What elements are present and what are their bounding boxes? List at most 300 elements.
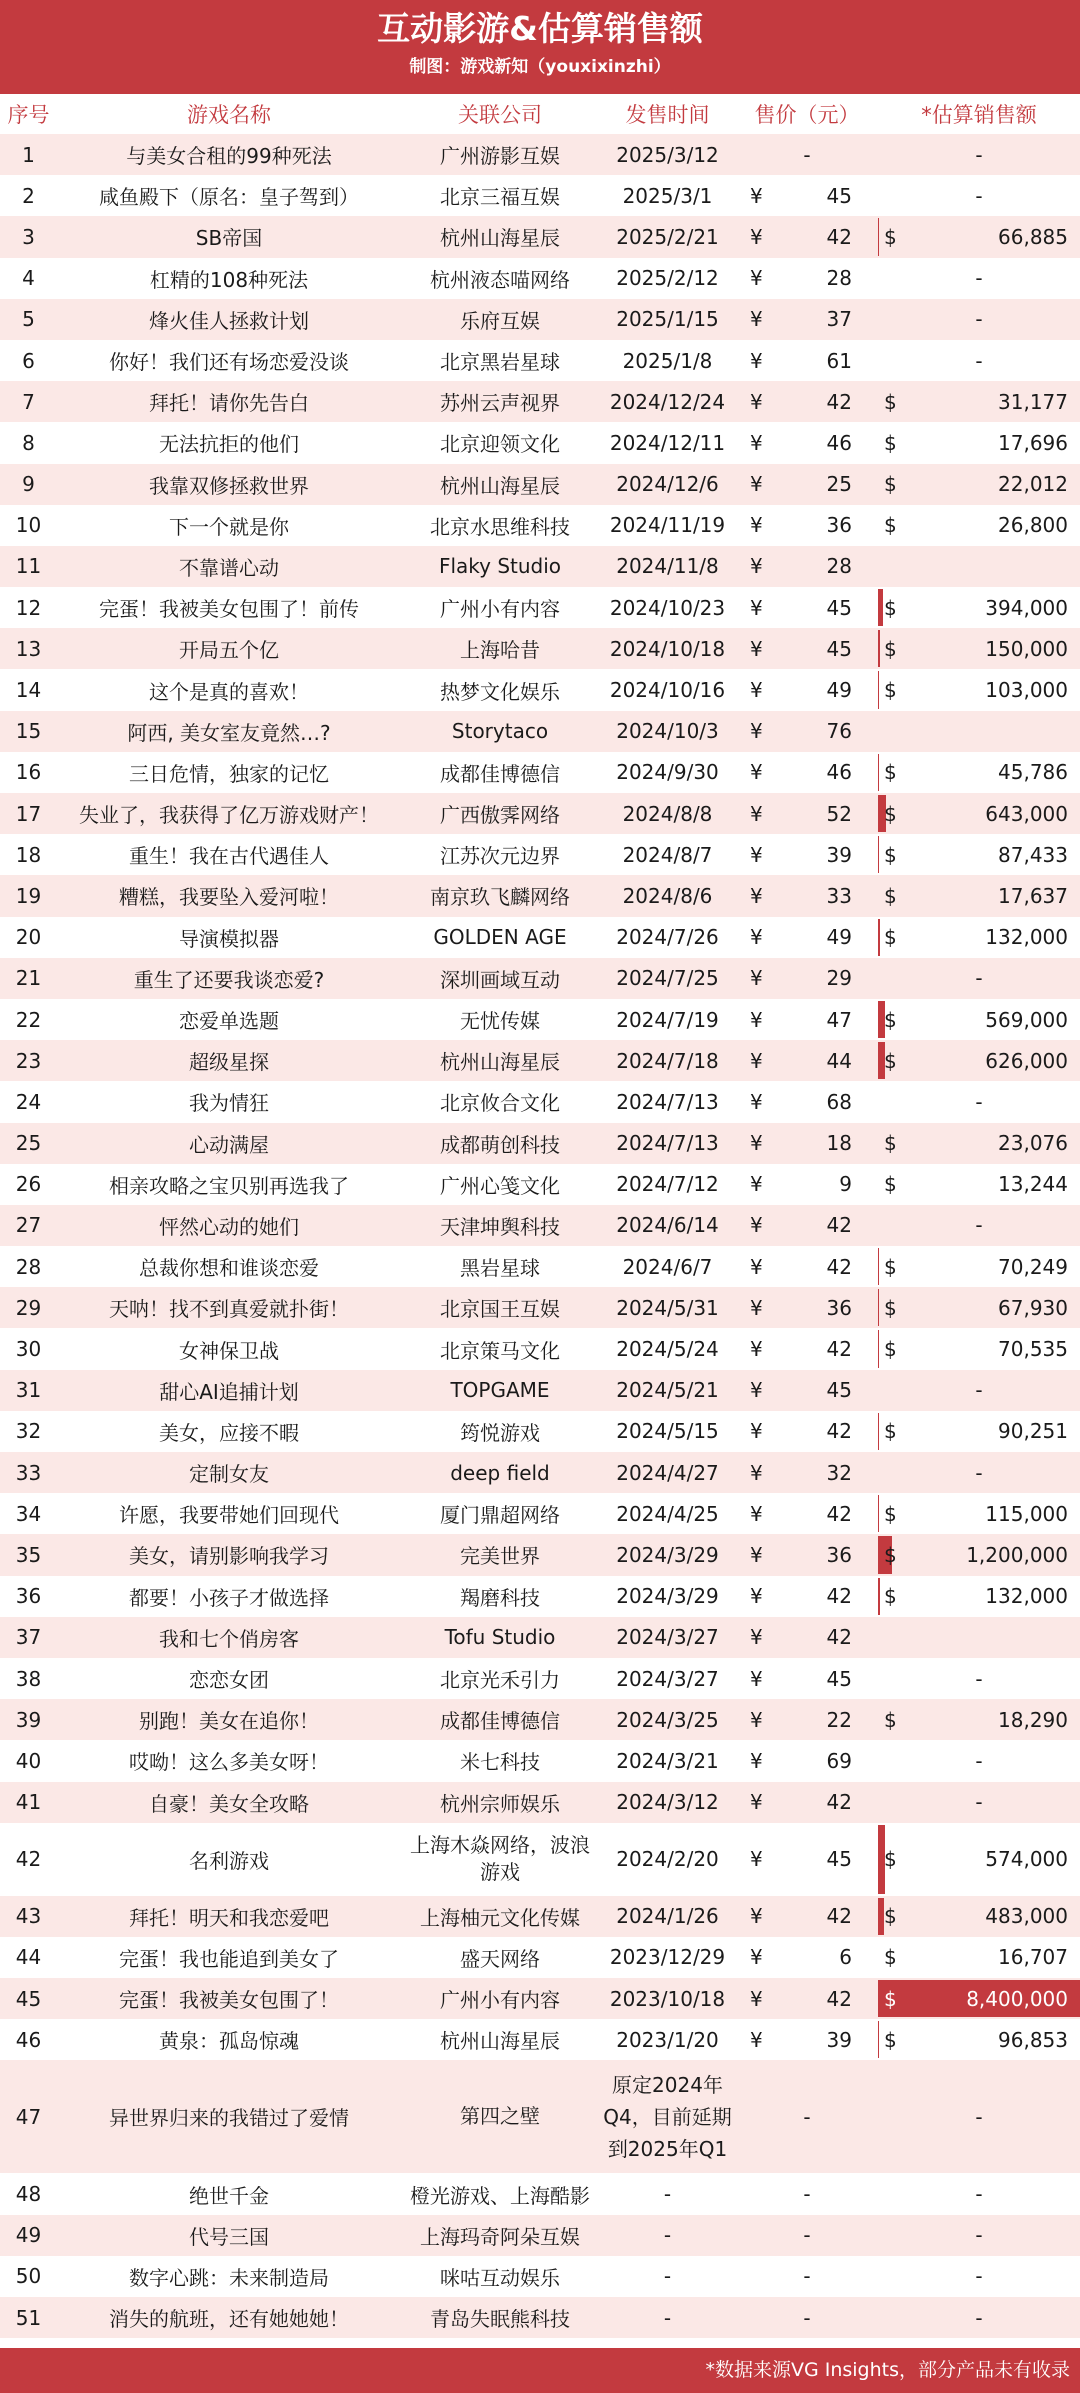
game-name: 美女，请别影响我学习 <box>57 1534 401 1575</box>
price-value: 18 <box>785 1123 878 1164</box>
price-value: 33 <box>785 875 878 916</box>
price-value: 45 <box>785 587 878 628</box>
price-currency: ¥ <box>736 1740 785 1781</box>
price-value: 42 <box>785 1246 878 1287</box>
table-row <box>0 1287 1080 1328</box>
game-name: 完蛋！我被美女包围了！ <box>57 1978 401 2019</box>
price-value: 42 <box>785 1576 878 1617</box>
price-value: 69 <box>785 1740 878 1781</box>
sales-value: 18,290 <box>998 1707 1068 1732</box>
game-name: 甜心AI追捕计划 <box>57 1370 401 1411</box>
game-name: 拜托！请你先告白 <box>57 381 401 422</box>
price-currency: ¥ <box>736 258 785 299</box>
company-name: 广州小有内容 <box>401 1978 599 2019</box>
release-date: 2024/12/24 <box>599 381 736 422</box>
release-date: 2024/10/23 <box>599 587 736 628</box>
price-value: 42 <box>785 381 878 422</box>
row-number: 23 <box>0 1040 57 1081</box>
game-name: 名利游戏 <box>57 1823 401 1896</box>
sales-value: 31,177 <box>998 389 1068 414</box>
row-number: 18 <box>0 834 57 875</box>
table-row <box>0 216 1080 257</box>
table-row <box>0 2060 1080 2173</box>
estimated-sales-cell <box>878 381 1080 422</box>
game-name: 都要！小孩子才做选择 <box>57 1576 401 1617</box>
sales-value: 26,800 <box>998 513 1068 538</box>
estimated-sales-cell <box>878 2019 1080 2060</box>
price-value: 29 <box>785 958 878 999</box>
row-number: 21 <box>0 958 57 999</box>
sales-value: - <box>975 2264 983 2289</box>
sales-dollar-sign: $ <box>884 1295 897 1320</box>
sales-value: 87,433 <box>998 842 1068 867</box>
company-name: Tofu Studio <box>401 1617 599 1658</box>
table-row <box>0 1370 1080 1411</box>
sales-bar <box>878 630 880 667</box>
sales-value: - <box>975 142 983 167</box>
company-name: 杭州山海星辰 <box>401 216 599 257</box>
company-name: 杭州宗师娱乐 <box>401 1782 599 1823</box>
release-date: 2024/7/13 <box>599 1123 736 1164</box>
company-name: 成都佳博德信 <box>401 1699 599 1740</box>
table-row <box>0 1493 1080 1534</box>
release-date: 2024/4/27 <box>599 1452 736 1493</box>
company-name: 第四之壁 <box>401 2060 599 2173</box>
price-value: 32 <box>785 1452 878 1493</box>
sales-dollar-sign: $ <box>884 1945 897 1970</box>
company-name: deep field <box>401 1452 599 1493</box>
estimated-sales-cell <box>878 2256 1080 2297</box>
price-currency: ¥ <box>736 1823 785 1896</box>
price-value: 42 <box>785 1896 878 1937</box>
row-number: 48 <box>0 2173 57 2214</box>
row-number: 12 <box>0 587 57 628</box>
game-name: 不靠谱心动 <box>57 546 401 587</box>
estimated-sales-cell <box>878 587 1080 628</box>
estimated-sales-cell <box>878 1658 1080 1699</box>
price-value: 6 <box>785 1937 878 1978</box>
game-name: 心动满屋 <box>57 1123 401 1164</box>
estimated-sales-cell <box>878 546 1080 587</box>
table-row <box>0 381 1080 422</box>
estimated-sales-cell <box>878 1978 1080 2019</box>
release-date: 2024/5/21 <box>599 1370 736 1411</box>
sales-dollar-sign: $ <box>884 1584 897 1609</box>
sales-value: 90,251 <box>998 1419 1068 1444</box>
company-name: 羯磨科技 <box>401 1576 599 1617</box>
company-name: 无忧传媒 <box>401 999 599 1040</box>
company-name: 天津坤舆科技 <box>401 1205 599 1246</box>
price-value: 22 <box>785 1699 878 1740</box>
release-date: 2024/5/15 <box>599 1411 736 1452</box>
estimated-sales-cell <box>878 1287 1080 1328</box>
row-number: 37 <box>0 1617 57 1658</box>
sales-bar <box>878 1330 879 1367</box>
table-row <box>0 546 1080 587</box>
price-value: 36 <box>785 505 878 546</box>
company-name: 杭州液态喵网络 <box>401 258 599 299</box>
price-currency: ¥ <box>736 958 785 999</box>
col-header-sales: *估算销售额 <box>878 94 1080 134</box>
release-date: 2024/8/6 <box>599 875 736 916</box>
sales-value: 16,707 <box>998 1945 1068 1970</box>
table-row <box>0 999 1080 1040</box>
price-currency: ¥ <box>736 505 785 546</box>
release-date: 2024/3/29 <box>599 1534 736 1575</box>
table-row <box>0 2019 1080 2060</box>
row-number: 8 <box>0 422 57 463</box>
sales-bar <box>878 754 879 791</box>
game-name: 代号三国 <box>57 2215 401 2256</box>
estimated-sales-cell <box>878 917 1080 958</box>
price-value: 45 <box>785 175 878 216</box>
sales-value: 22,012 <box>998 472 1068 497</box>
price-value: 42 <box>785 1205 878 1246</box>
game-name: 三日危情，独家的记忆 <box>57 752 401 793</box>
estimated-sales-cell <box>878 875 1080 916</box>
release-date: 2024/10/3 <box>599 711 736 752</box>
table-row <box>0 1246 1080 1287</box>
row-number: 40 <box>0 1740 57 1781</box>
sales-value: 150,000 <box>985 636 1068 661</box>
game-name: 这个是真的喜欢！ <box>57 669 401 710</box>
release-date: 2024/11/19 <box>599 505 736 546</box>
estimated-sales-cell <box>878 1823 1080 1896</box>
row-number: 34 <box>0 1493 57 1534</box>
release-date: 2024/12/11 <box>599 422 736 463</box>
estimated-sales-cell <box>878 1411 1080 1452</box>
company-name: 广西傲霁网络 <box>401 793 599 834</box>
estimated-sales-cell <box>878 793 1080 834</box>
price-value: 42 <box>785 216 878 257</box>
sales-dollar-sign: $ <box>884 1847 897 1872</box>
sales-value: - <box>975 1460 983 1485</box>
company-name: 广州心笺文化 <box>401 1164 599 1205</box>
sales-value <box>878 711 1080 752</box>
estimated-sales-cell <box>878 669 1080 710</box>
game-name: 失业了，我获得了亿万游戏财产！ <box>57 793 401 834</box>
sales-dollar-sign: $ <box>884 1501 897 1526</box>
game-name: 我为情狂 <box>57 1081 401 1122</box>
sales-value: 643,000 <box>985 801 1068 826</box>
estimated-sales-cell <box>878 175 1080 216</box>
sales-value: 45,786 <box>998 760 1068 785</box>
estimated-sales-cell <box>878 2173 1080 2214</box>
price-currency: ¥ <box>736 1937 785 1978</box>
col-header-date: 发售时间 <box>599 94 736 134</box>
table-row <box>0 1740 1080 1781</box>
company-name: 北京国王互娱 <box>401 1287 599 1328</box>
price-currency: ¥ <box>736 1040 785 1081</box>
price-currency: ¥ <box>736 1658 785 1699</box>
game-name: 黄泉：孤岛惊魂 <box>57 2019 401 2060</box>
sales-value: - <box>975 2182 983 2207</box>
release-date: 2025/1/8 <box>599 340 736 381</box>
table-row <box>0 711 1080 752</box>
estimated-sales-cell <box>878 1699 1080 1740</box>
sales-dollar-sign: $ <box>884 224 897 249</box>
game-name: 下一个就是你 <box>57 505 401 546</box>
sales-value: 103,000 <box>985 678 1068 703</box>
price-value: 42 <box>785 1617 878 1658</box>
game-name: 我和七个俏房客 <box>57 1617 401 1658</box>
col-header-no: 序号 <box>0 94 57 134</box>
game-name: 消失的航班，还有她她她！ <box>57 2297 401 2338</box>
company-name: 上海柚元文化传媒 <box>401 1896 599 1937</box>
price-currency: ¥ <box>736 1205 785 1246</box>
table-row <box>0 834 1080 875</box>
game-name: 数字心跳：未来制造局 <box>57 2256 401 2297</box>
row-number: 5 <box>0 299 57 340</box>
sales-value: 23,076 <box>998 1131 1068 1156</box>
row-number: 22 <box>0 999 57 1040</box>
sales-value: - <box>975 266 983 291</box>
price-value: 28 <box>785 546 878 587</box>
footer-note: *数据来源VG Insights，部分产品未有收录 <box>0 2348 1080 2393</box>
price-value: 36 <box>785 1287 878 1328</box>
company-name: 北京策马文化 <box>401 1328 599 1369</box>
release-date: - <box>599 2256 736 2297</box>
game-name: 女神保卫战 <box>57 1328 401 1369</box>
release-date: 2024/3/27 <box>599 1658 736 1699</box>
table-row <box>0 1978 1080 2019</box>
table-row <box>0 958 1080 999</box>
sales-value: 132,000 <box>985 925 1068 950</box>
estimated-sales-cell <box>878 1576 1080 1617</box>
price-currency: ¥ <box>736 1534 785 1575</box>
estimated-sales-cell <box>878 216 1080 257</box>
release-date: - <box>599 2297 736 2338</box>
estimated-sales-cell <box>878 1740 1080 1781</box>
table-row <box>0 628 1080 669</box>
price-value: 49 <box>785 917 878 958</box>
table-row <box>0 2297 1080 2338</box>
release-date: 2023/1/20 <box>599 2019 736 2060</box>
estimated-sales-cell <box>878 1452 1080 1493</box>
row-number: 13 <box>0 628 57 669</box>
table-row <box>0 793 1080 834</box>
sales-value: - <box>975 1213 983 1238</box>
release-date: 2024/3/27 <box>599 1617 736 1658</box>
row-number: 24 <box>0 1081 57 1122</box>
estimated-sales-cell <box>878 1081 1080 1122</box>
estimated-sales-cell <box>878 752 1080 793</box>
company-name: TOPGAME <box>401 1370 599 1411</box>
game-name: 美女，应接不暇 <box>57 1411 401 1452</box>
table-row <box>0 505 1080 546</box>
sales-dollar-sign: $ <box>884 1172 897 1197</box>
table-row <box>0 299 1080 340</box>
game-name: 拜托！明天和我恋爱吧 <box>57 1896 401 1937</box>
row-number: 1 <box>0 134 57 175</box>
sales-value: 574,000 <box>985 1847 1068 1872</box>
price-currency: ¥ <box>736 999 785 1040</box>
game-name: 与美女合租的99种死法 <box>57 134 401 175</box>
estimated-sales-cell <box>878 1370 1080 1411</box>
company-name: 上海哈昔 <box>401 628 599 669</box>
row-number: 30 <box>0 1328 57 1369</box>
price-currency: ¥ <box>736 669 785 710</box>
price-value: 25 <box>785 464 878 505</box>
row-number: 51 <box>0 2297 57 2338</box>
game-name: 自豪！美女全攻略 <box>57 1782 401 1823</box>
company-name: Flaky Studio <box>401 546 599 587</box>
row-number: 4 <box>0 258 57 299</box>
release-date: 2025/3/12 <box>599 134 736 175</box>
sales-dollar-sign: $ <box>884 430 897 455</box>
price-value: 45 <box>785 1658 878 1699</box>
estimated-sales-cell <box>878 1123 1080 1164</box>
company-name: 热梦文化娱乐 <box>401 669 599 710</box>
table-row <box>0 422 1080 463</box>
estimated-sales-cell <box>878 505 1080 546</box>
price-value: 44 <box>785 1040 878 1081</box>
sales-value: - <box>975 1790 983 1815</box>
table-header-row <box>0 94 1080 134</box>
company-name: 杭州山海星辰 <box>401 464 599 505</box>
table-row <box>0 134 1080 175</box>
row-number: 44 <box>0 1937 57 1978</box>
company-name: 黑岩星球 <box>401 1246 599 1287</box>
company-name: 咪咕互动娱乐 <box>401 2256 599 2297</box>
sales-value: - <box>975 1378 983 1403</box>
table-row <box>0 1452 1080 1493</box>
price-value: 36 <box>785 1534 878 1575</box>
table-row <box>0 1205 1080 1246</box>
table-row <box>0 1081 1080 1122</box>
sales-value: 96,853 <box>998 2027 1068 2052</box>
game-name: 许愿，我要带她们回现代 <box>57 1493 401 1534</box>
release-date: 2024/3/12 <box>599 1782 736 1823</box>
company-name: 青岛失眠熊科技 <box>401 2297 599 2338</box>
price-currency: ¥ <box>736 1576 785 1617</box>
sales-dollar-sign: $ <box>884 1254 897 1279</box>
price-currency: ¥ <box>736 587 785 628</box>
release-date: - <box>599 2173 736 2214</box>
sales-dollar-sign: $ <box>884 1007 897 1032</box>
row-number: 19 <box>0 875 57 916</box>
sales-value: - <box>975 1748 983 1773</box>
company-name: 南京玖飞麟网络 <box>401 875 599 916</box>
company-name: 江苏次元边界 <box>401 834 599 875</box>
table-row <box>0 1040 1080 1081</box>
price-currency: ¥ <box>736 2019 785 2060</box>
game-name: 定制女友 <box>57 1452 401 1493</box>
sales-value: - <box>975 2305 983 2330</box>
company-name: 北京三福互娱 <box>401 175 599 216</box>
sales-dollar-sign: $ <box>884 1131 897 1156</box>
sales-value: 1,200,000 <box>966 1542 1068 1567</box>
price-currency: ¥ <box>736 1411 785 1452</box>
estimated-sales-cell <box>878 258 1080 299</box>
sales-value: 70,535 <box>998 1337 1068 1362</box>
game-name: 绝世千金 <box>57 2173 401 2214</box>
sales-dollar-sign: $ <box>884 595 897 620</box>
company-name: 乐府互娱 <box>401 299 599 340</box>
release-date: 2024/7/19 <box>599 999 736 1040</box>
game-name: 导演模拟器 <box>57 917 401 958</box>
row-number: 43 <box>0 1896 57 1937</box>
price-value: 45 <box>785 628 878 669</box>
release-date: 2024/4/25 <box>599 1493 736 1534</box>
row-number: 36 <box>0 1576 57 1617</box>
sales-dollar-sign: $ <box>884 1048 897 1073</box>
price-value: 42 <box>785 1978 878 2019</box>
page-subtitle: 制图：游戏新知（youxixinzhi） <box>409 57 671 77</box>
row-number: 29 <box>0 1287 57 1328</box>
release-date: 2025/3/1 <box>599 175 736 216</box>
company-name: 杭州山海星辰 <box>401 2019 599 2060</box>
release-date: 2024/1/26 <box>599 1896 736 1937</box>
price-value: 42 <box>785 1328 878 1369</box>
col-header-company: 关联公司 <box>401 94 599 134</box>
estimated-sales-cell <box>878 299 1080 340</box>
price-currency: ¥ <box>736 793 785 834</box>
row-number: 28 <box>0 1246 57 1287</box>
company-name: 成都萌创科技 <box>401 1123 599 1164</box>
release-date: 2024/7/18 <box>599 1040 736 1081</box>
company-name: Storytaco <box>401 711 599 752</box>
release-date: 2025/2/21 <box>599 216 736 257</box>
release-date: 2024/7/12 <box>599 1164 736 1205</box>
release-date: 2024/5/31 <box>599 1287 736 1328</box>
row-number: 27 <box>0 1205 57 1246</box>
col-header-name: 游戏名称 <box>57 94 401 134</box>
sales-dollar-sign: $ <box>884 801 897 826</box>
table-row <box>0 2256 1080 2297</box>
sales-dollar-sign: $ <box>884 925 897 950</box>
row-number: 50 <box>0 2256 57 2297</box>
game-name: 重生！我在古代遇佳人 <box>57 834 401 875</box>
sales-value: 626,000 <box>985 1048 1068 1073</box>
page-title: 互动影游&估算销售额 <box>377 9 703 48</box>
company-name: 完美世界 <box>401 1534 599 1575</box>
price-currency: ¥ <box>736 628 785 669</box>
row-number: 38 <box>0 1658 57 1699</box>
price-value: 68 <box>785 1081 878 1122</box>
table-row <box>0 175 1080 216</box>
price-currency: ¥ <box>736 546 785 587</box>
sales-dollar-sign: $ <box>884 1419 897 1444</box>
price-value: - <box>736 2215 878 2256</box>
price-currency: ¥ <box>736 1081 785 1122</box>
row-number: 39 <box>0 1699 57 1740</box>
sales-value: - <box>975 1666 983 1691</box>
release-date: 2025/1/15 <box>599 299 736 340</box>
game-name: 重生了还要我谈恋爱? <box>57 958 401 999</box>
estimated-sales-cell <box>878 1782 1080 1823</box>
release-date: 2024/7/25 <box>599 958 736 999</box>
sales-bar <box>878 1248 879 1285</box>
price-currency: ¥ <box>736 1452 785 1493</box>
price-value: 39 <box>785 2019 878 2060</box>
estimated-sales-cell <box>878 1246 1080 1287</box>
row-number: 47 <box>0 2060 57 2173</box>
table-body <box>0 134 1080 2338</box>
game-name: 异世界归来的我错过了爱情 <box>57 2060 401 2173</box>
game-name: 阿西, 美女室友竟然…? <box>57 711 401 752</box>
sales-dollar-sign: $ <box>884 472 897 497</box>
table-row <box>0 1164 1080 1205</box>
sales-bar <box>878 1413 879 1450</box>
estimated-sales-cell <box>878 1040 1080 1081</box>
price-currency: ¥ <box>736 1246 785 1287</box>
price-value: 61 <box>785 340 878 381</box>
estimated-sales-cell <box>878 2297 1080 2338</box>
row-number: 42 <box>0 1823 57 1896</box>
sales-bar <box>878 2021 879 2058</box>
game-name: 恋爱单选题 <box>57 999 401 1040</box>
